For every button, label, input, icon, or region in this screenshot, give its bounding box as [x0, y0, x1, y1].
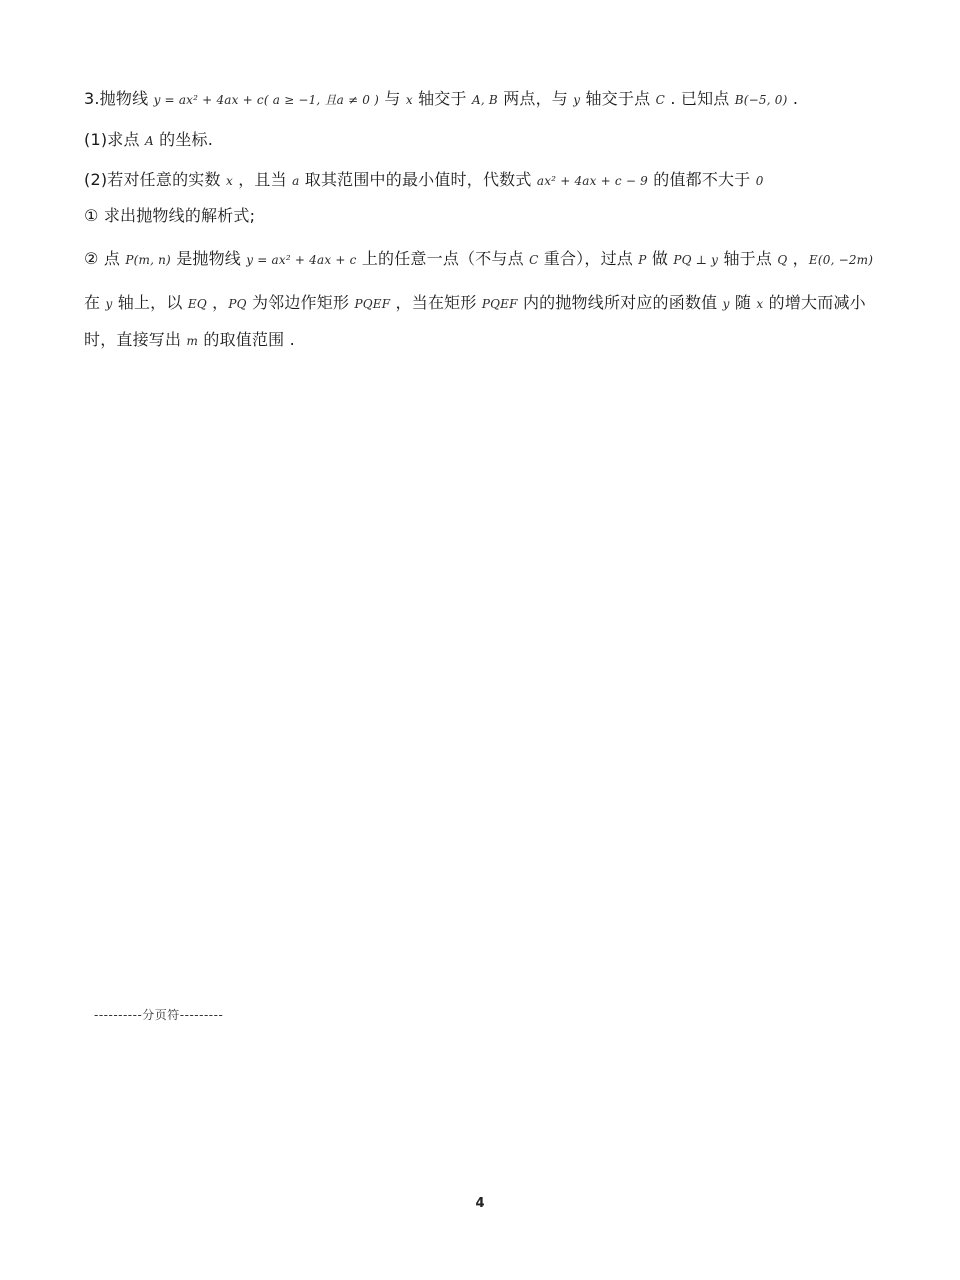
- text-segment: ，: [787, 249, 809, 268]
- segment-eq: EQ: [187, 297, 207, 311]
- sub-question-2-line-3: [84, 329, 295, 352]
- text-segment: 的增大而减小: [763, 293, 866, 312]
- text-segment: 时，直接写出: [84, 330, 187, 349]
- algebraic-expression: ax² + 4ax + c − 9: [536, 174, 648, 188]
- point-b: B(−5, 0): [734, 93, 788, 107]
- text-segment: 轴于点: [718, 249, 778, 268]
- text-segment: ，当在矩形: [390, 293, 482, 312]
- text-segment: 取其范围中的最小值时，代数式: [299, 170, 537, 189]
- text-segment: 随: [729, 293, 757, 312]
- text-segment: 是抛物线: [170, 249, 247, 268]
- text-segment: 上的任意一点（不与点: [356, 249, 530, 268]
- text-segment: 轴交于: [412, 89, 472, 108]
- text-segment: ① 求出抛物线的解析式;: [84, 206, 256, 225]
- text-segment: 做: [646, 249, 674, 268]
- page-break-marker: ----------分页符---------: [94, 1008, 224, 1022]
- text-segment: (1)求点: [84, 130, 145, 149]
- text-segment: (2)若对任意的实数: [84, 170, 226, 189]
- problem-statement-line: [84, 88, 798, 111]
- text-segment: . 已知点: [665, 89, 735, 108]
- text-segment: 轴交于点: [580, 89, 656, 108]
- math-y: y: [105, 297, 113, 311]
- math-zero: 0: [755, 174, 764, 188]
- sub-question-1: [84, 205, 255, 227]
- point-p: P(m, n): [125, 253, 171, 267]
- rectangle-pqef: PQEF: [481, 297, 518, 311]
- text-segment: ，: [206, 293, 229, 312]
- math-x: x: [225, 174, 233, 188]
- sub-question-2-line-1: [84, 248, 873, 271]
- point-c: C: [655, 93, 666, 107]
- text-segment: 3.抛物线: [84, 89, 154, 108]
- text-segment: ，且当: [232, 170, 293, 189]
- text-segment: 重合），过点: [538, 249, 639, 268]
- text-segment: .: [787, 89, 799, 108]
- point-p: P: [638, 253, 647, 267]
- segment-pq: PQ: [228, 297, 247, 311]
- parameter-condition: ( a ≥ −1, 且a ≠ 0 ): [263, 93, 380, 107]
- perpendicular-relation: PQ ⊥ y: [673, 253, 719, 267]
- points-ab: A, B: [471, 93, 498, 107]
- text-segment: 在: [84, 293, 106, 312]
- text-segment: 的取值范围 .: [198, 330, 295, 349]
- part-1-question: [84, 129, 213, 152]
- text-segment: 内的抛物线所对应的函数值: [517, 293, 723, 312]
- math-x: x: [756, 297, 764, 311]
- text-segment: 为邻边作矩形: [246, 293, 355, 312]
- text-segment: 的值都不大于: [647, 170, 756, 189]
- sub-question-2-line-2: [84, 292, 866, 315]
- text-segment: 的坐标.: [153, 130, 214, 149]
- math-a: a: [292, 174, 300, 188]
- parabola-equation: y = ax² + 4ax + c: [246, 253, 357, 267]
- math-y: y: [722, 297, 730, 311]
- text-segment: 与: [379, 89, 406, 108]
- text-segment: ② 点: [84, 249, 126, 268]
- part-2-question: [84, 169, 764, 192]
- parabola-equation: y = ax² + 4ax + c: [153, 93, 264, 107]
- math-x: x: [405, 93, 413, 107]
- point-q: Q: [777, 253, 788, 267]
- point-e: E(0, −2m): [808, 253, 874, 267]
- math-m: m: [186, 334, 199, 348]
- point-c: C: [529, 253, 539, 267]
- text-segment: 轴上，以: [112, 293, 188, 312]
- math-y: y: [573, 93, 581, 107]
- point-a: A: [144, 134, 154, 148]
- text-segment: 两点，与: [497, 89, 574, 108]
- page-number: 4: [475, 1196, 485, 1211]
- rectangle-pqef: PQEF: [354, 297, 391, 311]
